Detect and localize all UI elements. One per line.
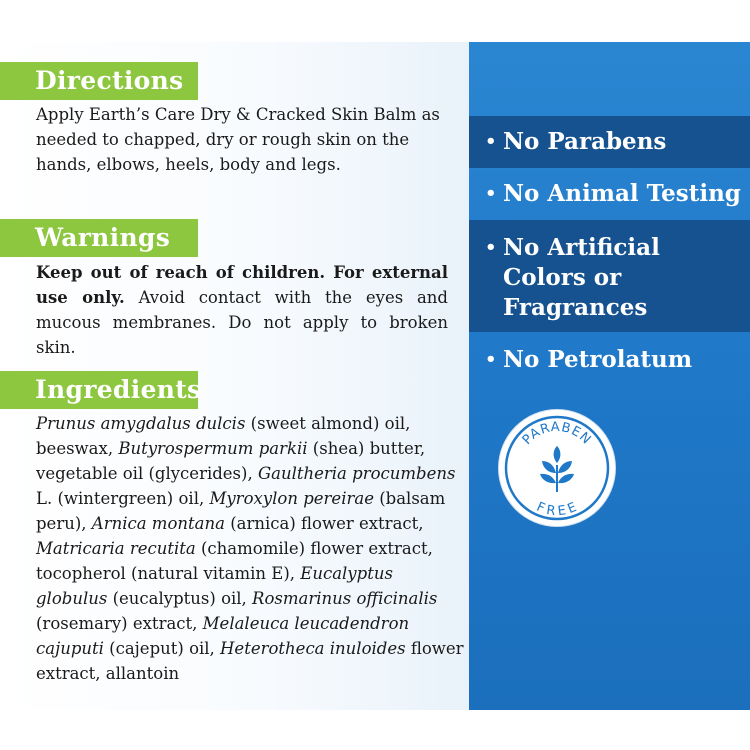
claim-label: No Animal Testing (503, 180, 741, 207)
ingredient-latin-name: Heterotheca inuloides (220, 639, 406, 658)
ingredient-common-text: (arnica) flower extract, (224, 514, 424, 533)
ingredient-common-text: (cajeput) oil, (103, 639, 221, 658)
ingredient-latin-name: Myroxylon pereirae (209, 489, 374, 508)
badge-graphic (502, 413, 612, 523)
claim-no-parabens (469, 116, 750, 168)
paraben-free-badge (499, 410, 615, 526)
warnings-text (36, 260, 448, 360)
claim-no-petrolatum (469, 332, 750, 390)
bullet-icon: • (485, 183, 497, 204)
claim-no-artificial-colors (469, 220, 750, 332)
claim-label: No Parabens (503, 128, 667, 155)
ingredient-common-text: (rosemary) extract, (36, 614, 203, 633)
ingredient-latin-name: Prunus amygdalus dulcis (36, 414, 246, 433)
ingredient-latin-name: Eucalyptus globulus (36, 564, 393, 608)
directions-text: Apply Earth’s Care Dry & Cracked Skin Balm as needed to chapped, dry or rough skin on the hands, elbows, heels, body and legs. (36, 105, 440, 174)
ingredient-latin-name: Rosmarinus officinalis (252, 589, 438, 608)
ingredient-common-text: (balsam peru), (36, 489, 446, 533)
ingredient-common-text: (eucalyptus) oil, (107, 589, 253, 608)
claim-no-animal-testing (469, 168, 750, 220)
ingredient-latin-name: Arnica montana (91, 514, 225, 533)
warnings-bold-text: Keep out of reach of children. For external use only. (36, 263, 448, 307)
ingredient-common-text: (sweet almond) oil, beeswax, (36, 414, 411, 458)
ingredient-common-text: flower extract, allantoin (36, 639, 464, 683)
bullet-icon: • (485, 237, 497, 258)
bullet-icon: • (485, 131, 497, 152)
ingredient-common-text: (shea) butter, vegetable oil (glycerides), (36, 439, 426, 483)
ingredients-text (36, 411, 464, 686)
ingredient-common-text: (chamomile) flower extract, tocopherol (natural vitamin E), (36, 539, 433, 583)
ingredients-heading: Ingredients (0, 371, 198, 409)
claim-label: No Petrolatum (503, 346, 693, 373)
ingredient-latin-name: Matricaria recutita (36, 539, 196, 558)
leaf-sprig-icon (540, 446, 574, 492)
warnings-heading: Warnings (0, 219, 198, 257)
badge-top-text: PARABEN (519, 419, 595, 448)
claim-label: No Artificial Colors or Fragrances (503, 234, 660, 321)
warnings-rest-text: Avoid contact with the eyes and mucous membranes. Do not apply to broken skin. (36, 288, 448, 357)
ingredient-latin-name: Butyrospermum parkii (118, 439, 308, 458)
bullet-icon: • (485, 349, 497, 370)
ingredient-common-text: L. (wintergreen) oil, (36, 489, 210, 508)
directions-heading: Directions (0, 62, 198, 100)
ingredient-latin-name: Melaleuca leucadendron cajuputi (36, 614, 410, 658)
badge-bottom-text: FREE (534, 499, 580, 520)
ingredient-latin-name: Gaultheria procumbens (257, 464, 456, 483)
